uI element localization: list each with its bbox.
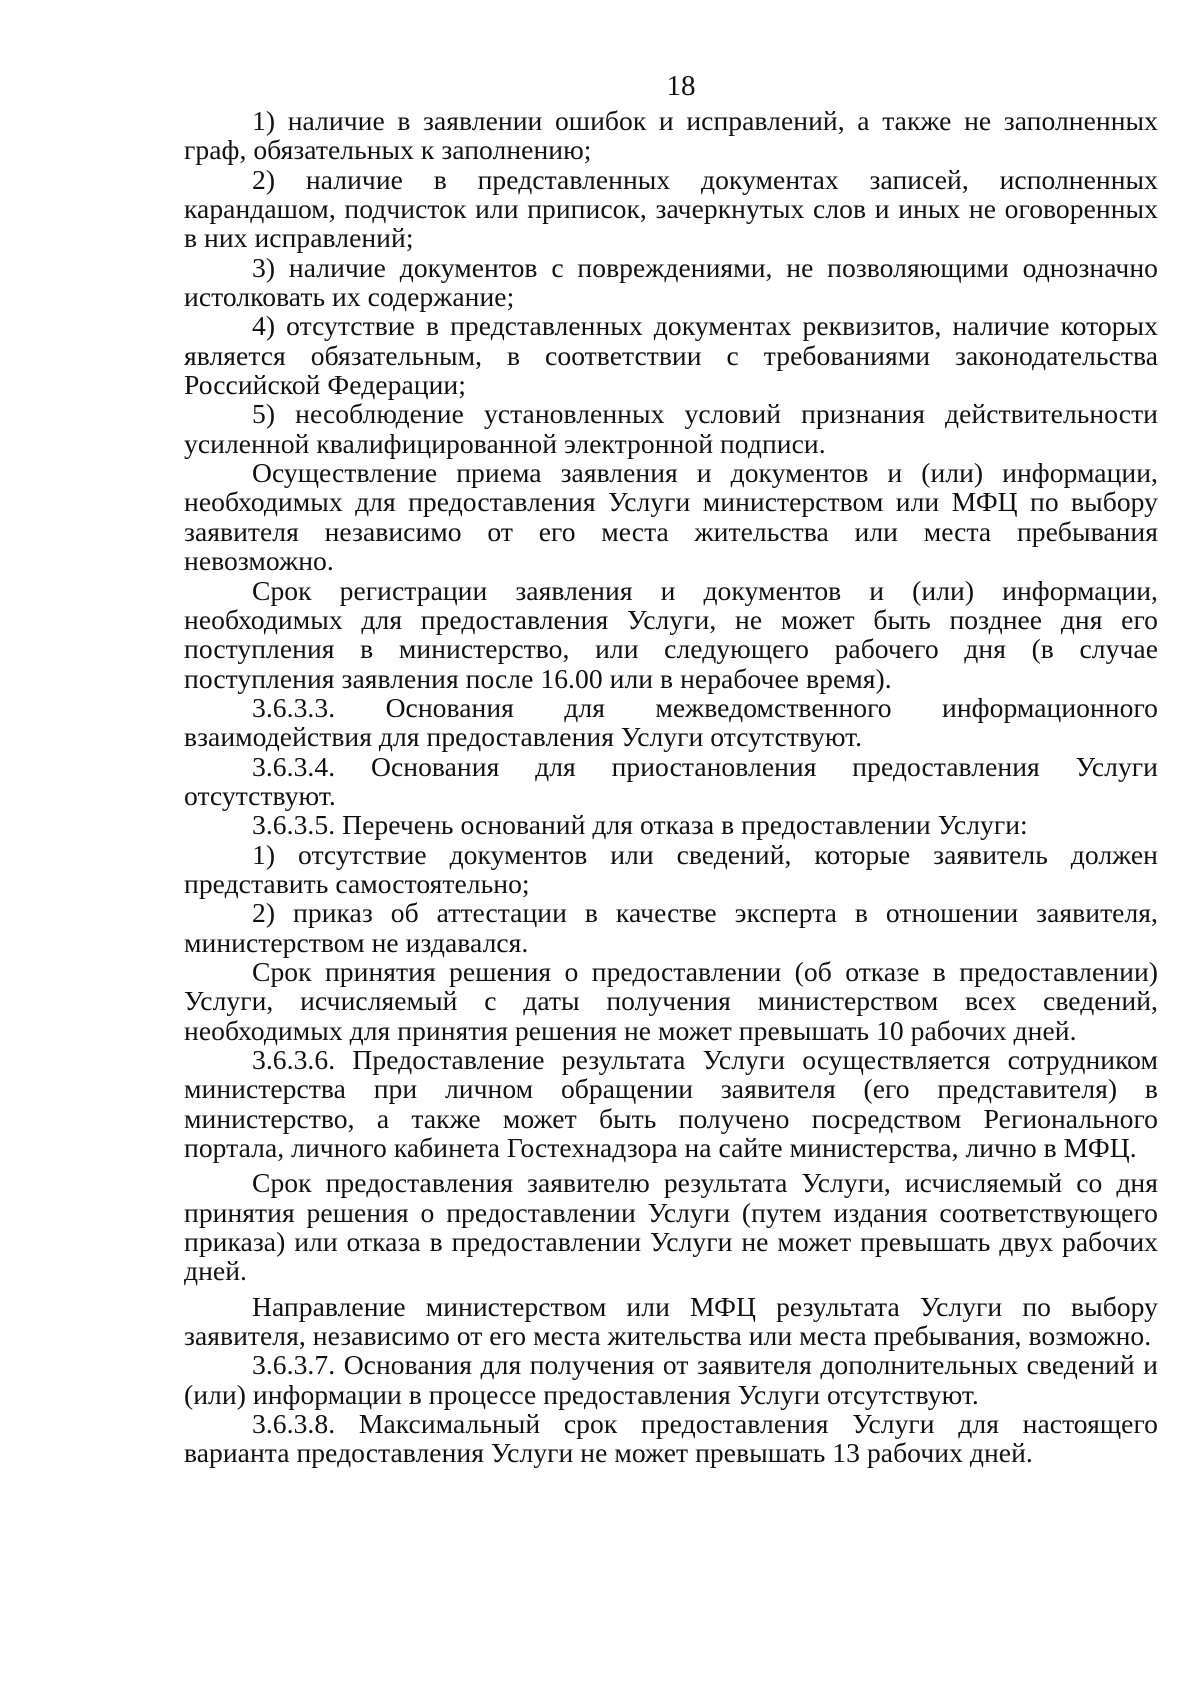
paragraph-4: 4) отсутствие в представленных документах реквизитов, наличие которых является обязательным, в соответствии с требованиями законодательства Российской Федерации;	[184, 310, 1158, 401]
paragraph-6: Осуществление приема заявления и документов и (или) информации, необходимых для предоставления Услуги министерством или МФЦ по выбору заявителя независимо от его места жительства или места пребывания невозможно.	[184, 457, 1158, 577]
paragraph-7: Срок регистрации заявления и документов и (или) информации, необходимых для предоставления Услуги, не может быть позднее дня его поступления в министерство, или следующего рабочего дня (в случае поступления заявления после 16.00 или в нерабочее время).	[184, 574, 1158, 694]
paragraph-15: Срок предоставления заявителю результата Услуги, исчисляемый со дня принятия решения о предоставлении Услуги (путем издания соответствующего приказа) или отказа в предоставлении Услуги не может превышать двух рабочих дней.	[184, 1167, 1158, 1287]
paragraph-9: 3.6.3.4. Основания для приостановления предоставления Услуги отсутствуют.	[184, 750, 1158, 811]
page-number: 18	[666, 70, 696, 102]
paragraph-11: 1) отсутствие документов или сведений, которые заявитель должен представить самостоятельно;	[184, 838, 1158, 899]
paragraph-10: 3.6.3.5. Перечень оснований для отказа в предоставлении Услуги:	[252, 809, 1028, 841]
paragraph-3: 3) наличие документов с повреждениями, не позволяющими однозначно истолковать их содержание;	[184, 251, 1158, 313]
paragraph-12: 2) приказ об аттестации в качестве эксперта в отношении заявителя, министерством не издавался.	[184, 897, 1158, 958]
paragraph-8: 3.6.3.3. Основания для межведомственного информационного взаимодействия для предоставления Услуги отсутствуют.	[184, 691, 1158, 753]
paragraph-18: 3.6.3.8. Максимальный срок предоставления Услуги для настоящего варианта предоставления Услуги не может превышать 13 рабочих дней.	[184, 1408, 1158, 1469]
paragraph-2: 2) наличие в представленных документах записей, исполненных карандашом, подчисток или приписок, зачеркнутых слов и иных не оговоренных в них исправлений;	[184, 163, 1158, 254]
paragraph-1: 1) наличие в заявлении ошибок и исправлений, а также не заполненных граф, обязательных к заполнению;	[184, 105, 1158, 166]
paragraph-13: Срок принятия решения о предоставлении (об отказе в предоставлении) Услуги, исчисляемый с даты получения министерством всех сведений, необходимых для принятия решения не может превышать 10 рабочих дней.	[184, 955, 1158, 1046]
paragraph-17: 3.6.3.7. Основания для получения от заявителя дополнительных сведений и (или) информации в процессе предоставления Услуги отсутствуют.	[184, 1349, 1158, 1410]
paragraph-14: 3.6.3.6. Предоставление результата Услуги осуществляется сотрудником министерства при личном обращении заявителя (его представителя) в министерство, а также может быть получено посредством Регионального портала, личного кабинета Гостехнадзора на сайте министерства, лично в МФЦ.	[184, 1044, 1158, 1164]
paragraph-5: 5) несоблюдение установленных условий признания действительности усиленной квалифицированной электронной подписи.	[184, 398, 1158, 459]
paragraph-16: Направление министерством или МФЦ результата Услуги по выбору заявителя, независимо от его места жительства или места пребывания, возможно.	[184, 1290, 1158, 1352]
document-body	[184, 106, 1158, 1468]
